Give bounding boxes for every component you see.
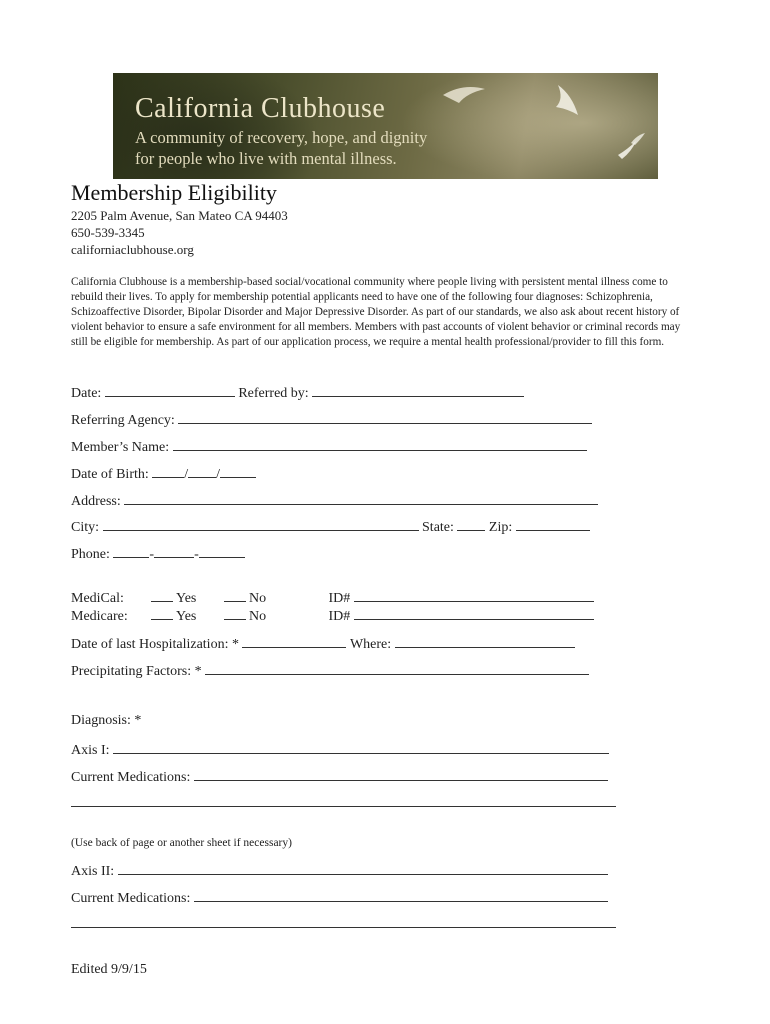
row-phone [71,543,245,563]
medicare-label: Medicare: [71,609,128,624]
city-label: City: [71,520,100,535]
address-label: Address: [71,494,121,509]
dob-year-field[interactable] [220,463,256,478]
row-address [71,490,598,510]
phone-label: Phone: [71,547,110,562]
referred-by-label: Referred by: [238,386,309,401]
edited-date: Edited 9/9/15 [71,962,147,977]
address-field[interactable] [124,490,598,505]
row-current-meds-2 [71,887,608,907]
precipitating-field[interactable] [205,660,589,675]
medical-id-field[interactable] [354,587,594,602]
row-dob [71,463,256,483]
header-banner [113,73,658,179]
axis-1-field[interactable] [113,739,609,754]
last-hospitalization-label: Date of last Hospitalization: * [71,637,239,652]
contact-phone: 650-539-3345 [71,225,145,240]
axis-2-field[interactable] [118,860,608,875]
state-field[interactable] [457,516,485,531]
members-name-field[interactable] [173,436,587,451]
row-referring-agency [71,409,592,429]
row-members-name [71,436,587,456]
current-meds-1-extra-line[interactable] [71,806,616,807]
bird-silhouette [556,85,578,115]
date-field[interactable] [105,382,235,397]
last-hospitalization-field[interactable] [242,633,346,648]
dob-separator: / [216,467,221,482]
precipitating-label: Precipitating Factors: * [71,664,202,679]
page-title: Membership Eligibility [71,180,277,205]
medicare-id-field[interactable] [354,605,594,620]
medicare-yes-label: Yes [176,609,197,624]
dob-separator: / [184,467,189,482]
row-hospitalization [71,633,575,653]
phone-line-field[interactable] [199,543,245,558]
medical-no-label: No [249,591,267,606]
dob-day-field[interactable] [188,463,216,478]
current-meds-2-label: Current Medications: [71,891,191,906]
row-medical [71,587,631,607]
intro-paragraph: California Clubhouse is a membership-based social/vocational community where people living with persistent mental illness come to rebuild their lives. To apply for membership potential applicants need to have one of the following four diagnoses: Schizophrenia, Schizoaffective Disorder, Bipolar Disorder and Major Depressive Disorder. As part of our standards, we also ask about recent history of violent behavior to ensure a safe environment for all members. Members with past accounts of violent behavior or criminal records may still be eligible for membership. As part of our application process, we require a mental health professional/provider to fill this form. [71,276,681,348]
referred-by-field[interactable] [312,382,524,397]
axis-1-label: Axis I: [71,743,110,758]
medical-label: MediCal: [71,591,124,606]
banner-tagline-line-1: A community of recovery, hope, and dignity [135,128,428,147]
referring-agency-label: Referring Agency: [71,413,175,428]
banner-tagline [135,127,427,169]
date-label: Date: [71,386,102,401]
city-field[interactable] [103,516,419,531]
banner-tagline-line-2: for people who live with mental illness. [135,149,397,168]
phone-area-field[interactable] [113,543,149,558]
row-medicare [71,605,631,625]
row-current-meds-1 [71,766,608,786]
zip-field[interactable] [516,516,590,531]
axis-2-label: Axis II: [71,864,115,879]
medical-yes-label: Yes [176,591,197,606]
contact-address: 2205 Palm Avenue, San Mateo CA 94403 [71,208,288,223]
phone-prefix-field[interactable] [154,543,194,558]
medical-id-label: ID# [328,591,351,606]
current-meds-2-extra-line[interactable] [71,927,616,928]
medical-no-check[interactable] [224,587,246,602]
dob-month-field[interactable] [152,463,184,478]
row-axis-2 [71,860,608,880]
medical-yes-check[interactable] [151,587,173,602]
medicare-id-label: ID# [328,609,351,624]
referring-agency-field[interactable] [178,409,592,424]
where-field[interactable] [395,633,575,648]
current-meds-2-field[interactable] [194,887,608,902]
where-label: Where: [349,637,392,652]
row-axis-1 [71,739,609,759]
phone-separator: - [149,547,155,562]
medicare-no-check[interactable] [224,605,246,620]
phone-separator: - [194,547,199,562]
diagnosis-label: Diagnosis: * [71,713,142,728]
dob-label: Date of Birth: [71,467,149,482]
zip-label: Zip: [488,520,513,535]
contact-website: californiaclubhouse.org [71,242,194,257]
current-meds-1-field[interactable] [194,766,608,781]
bird-silhouette [443,87,485,103]
members-name-label: Member’s Name: [71,440,170,455]
row-precipitating [71,660,589,680]
banner-title: California Clubhouse [135,93,386,124]
current-meds-1-label: Current Medications: [71,770,191,785]
bird-silhouette [631,133,645,145]
row-date-referred [71,382,524,402]
state-label: State: [422,520,454,535]
row-city-state-zip [71,516,590,536]
medicare-yes-check[interactable] [151,605,173,620]
continuation-note: (Use back of page or another sheet if necessary) [71,837,292,849]
medicare-no-label: No [249,609,267,624]
